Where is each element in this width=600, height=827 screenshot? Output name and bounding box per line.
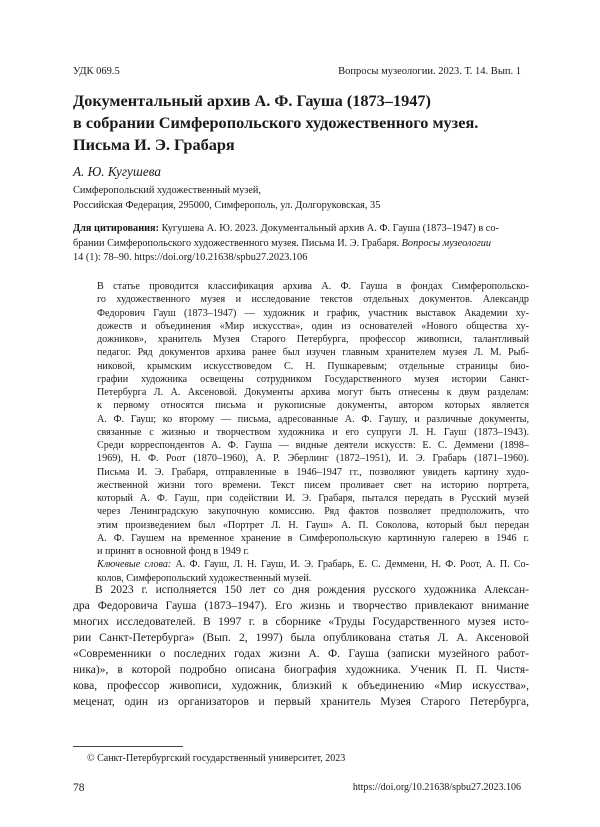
abstract-line: Среди корреспондентов А. Ф. Гауша — видные деятели искусств: Е. С. Деммени (1898– <box>97 440 529 451</box>
body-line: меценат, один из организаторов и первый хранитель Музея Старого Петербурга, <box>73 696 529 708</box>
abstract-line: дожников», хранитель Музея Старого Петербурга, профессор живописи, талантливый <box>97 334 529 345</box>
citation-text: брании Симферопольского художественного музея. Письма И. Э. Грабаря. <box>73 237 402 249</box>
body-text <box>73 582 529 710</box>
copyright-note: © Санкт-Петербургский государственный университет, 2023 <box>87 753 346 764</box>
abstract-line: Петербурга Л. А. Аксеновой. Документы архива могут быть отнесены к двум разделам: <box>97 387 529 398</box>
keywords-line <box>97 558 529 571</box>
abstract-line: А. Ф. Гауш; ко второму — письма, адресованные А. Ф. Гаушу, и различные документы, <box>97 413 529 425</box>
affiliation <box>73 184 380 213</box>
keywords-text: А. Ф. Гауш, Л. Н. Гауш, И. Э. Грабарь, Е. С. Деммени, Н. Ф. Роот, А. П. Со- <box>171 559 529 571</box>
abstract-line: графии художника освещены сотрудником Государственного музея истории Санкт- <box>97 373 529 385</box>
affiliation-line: Российская Федерация, 295000, Симферополь, ул. Долгоруковская, 35 <box>73 199 381 211</box>
abstract-line: Письма И. Э. Грабаря, отправленные в 1946–1947 гг., позволяют увидеть картину худо- <box>97 466 529 478</box>
citation-journal: Вопросы музеологии <box>401 237 492 249</box>
citation-label: Для цитирования: <box>73 223 160 234</box>
abstract-line: педагог. Ряд документов архива ранее был изучен главным хранителем музея Л. М. Рыб- <box>97 347 529 359</box>
body-line: многих исследователей. В 1997 г. в сборнике «Труды Государственного музея исто- <box>73 616 529 628</box>
abstract-line: через Ленинградскую закупочную комиссию. Ряд фактов позволяет предположить, что <box>97 506 529 518</box>
body-line: дра Федоровича Гауша (1873–1947). Его жизнь и творчество привлекают внимание <box>73 600 529 612</box>
body-line: В 2023 г. исполняется 150 лет со дня рождения русского художника Алексан- <box>95 584 529 596</box>
journal-header: Вопросы музеологии. 2023. Т. 14. Вып. 1 <box>338 66 521 77</box>
page-number: 78 <box>73 782 85 794</box>
abstract-line: дожеств и объединения «Мир искусства», один из основателей «Нового общества ху- <box>97 320 529 332</box>
footnote-divider <box>73 746 183 747</box>
citation-text: Кугушева А. Ю. 2023. Документальный архив А. Ф. Гауша (1873–1947) в со- <box>159 223 499 234</box>
abstract-line: жественной жизни того времени. Текст писем проливает свет на историю портрета, <box>97 479 529 491</box>
author-name: А. Ю. Кугушева <box>73 164 161 179</box>
abstract-line: А. Ф. Гаушем на временное хранение в Симферопольскую картинную галерею в 1946 г. <box>97 532 529 544</box>
title-line: в собрании Симферопольского художественного музея. <box>73 113 479 132</box>
title-line: Документальный архив А. Ф. Гауша (1873–1947) <box>73 91 431 110</box>
abstract-line: этим произведением был «Портрет Л. Н. Гауш» А. П. Соколова, который был передан <box>97 519 529 531</box>
affiliation-line: Симферопольский художественный музей, <box>73 185 262 196</box>
abstract-line: и принят в основной фонд в 1949 г. <box>97 546 250 557</box>
abstract-line: 1969), Н. Ф. Роот (1870–1960), А. Р. Эберлинг (1872–1951), И. Э. Грабарь (1871–1960). <box>97 453 529 465</box>
abstract <box>97 280 529 585</box>
body-line: ника)», в которой подробно описана биография художника. Ученик П. П. Чистя- <box>73 664 529 676</box>
footer-doi-link[interactable]: https://doi.org/10.21638/spbu27.2023.106 <box>352 782 521 793</box>
abstract-line: который А. Ф. Гауш, при содействии И. Э. Грабаря, пытался передать в Русский музей <box>97 493 529 504</box>
keywords-label: Ключевые слова: <box>97 559 172 571</box>
abstract-line: го художественного музея и исследование текстов отдельных документов. Александр <box>97 294 529 306</box>
udc-code: УДК 069.5 <box>73 66 120 77</box>
body-line: «Современники о последних годах жизни А. Ф. Гауша (записки музейного работ- <box>73 648 529 660</box>
article-title <box>73 90 528 156</box>
abstract-line: никовой, крымским искусствоведом С. Н. Пушкаревым; отдельные страницы био- <box>97 360 529 372</box>
body-line: рии Санкт-Петербурга» (Вып. 2, 1997) была опубликована статья Л. А. Аксеновой <box>73 632 529 644</box>
abstract-line: к первому относятся письма и рукописные документы, автором которых является <box>97 400 529 412</box>
title-line: Письма И. Э. Грабаря <box>73 135 235 154</box>
abstract-line: В статье проводится классификация архива А. Ф. Гауша в фондах Симферопольско- <box>97 281 529 292</box>
keywords-line: колов, Симферопольский художественный музей. <box>97 572 312 584</box>
citation-doi[interactable]: 14 (1): 78–90. https://doi.org/10.21638/spbu27.2023.106 <box>73 252 308 263</box>
body-line: кова, профессор живописи, художник, близкий к объединению «Мир искусства», <box>73 680 529 692</box>
citation-block <box>73 222 529 266</box>
abstract-line: Федорович Гауш (1873–1947) — художник и график, участник выставок Академии ху- <box>97 307 529 319</box>
abstract-line: связанные с жизнью и творчеством художника и его супруги Л. Н. Гауш (1873–1943). <box>97 426 529 438</box>
